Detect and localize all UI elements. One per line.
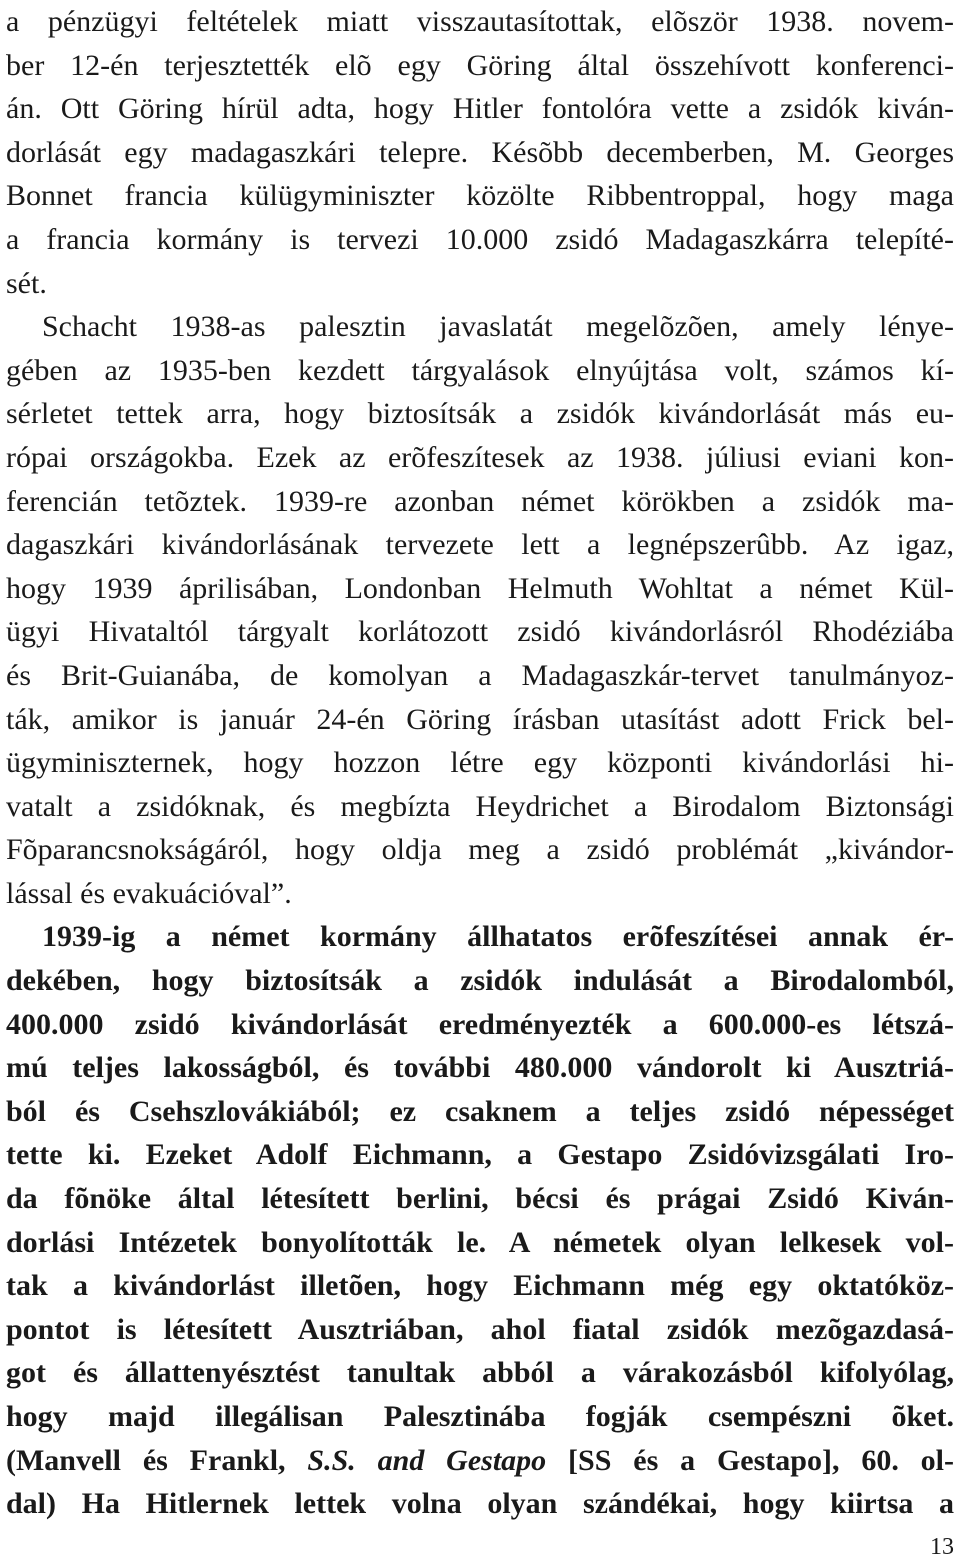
text-line: rópai országokba. Ezek az erõfeszítesek az 1938. júliusi eviani kon-	[6, 440, 954, 474]
text-line: vatalt a zsidóknak, és megbízta Heydrichet a Birodalom Biztonsági	[6, 789, 954, 823]
text-line: ber 12-én terjesztették elõ egy Göring által összehívott konferenci-	[6, 48, 954, 82]
text-line: dagaszkári kivándorlásának tervezete lett a legnépszerûbb. Az igaz,	[6, 528, 954, 562]
text-line: mú teljes lakosságból, és további 480.000 vándorolt ki Ausztriá-	[6, 1051, 954, 1085]
text-line: ferencián tetõztek. 1939-re azonban német körökben a zsidók ma-	[6, 484, 954, 518]
text-line: Fõparancsnokságáról, hogy oldja meg a zsidó problémát „kivándor-	[6, 833, 954, 867]
text-line: lással és evakuációval”.	[6, 876, 292, 910]
text-line: és Brit-Guianába, de komolyan a Madagaszkár-tervet tanulmányoz-	[6, 658, 954, 692]
body-text	[6, 0, 954, 1526]
text-line: ügyminiszternek, hogy hozzon létre egy központi kivándorlási hi-	[6, 746, 954, 780]
text-line: sérletet tettek arra, hogy biztosítsák a zsidók kivándorlását más eu-	[6, 397, 954, 431]
text-line: án. Ott Göring hírül adta, hogy Hitler fontolóra vette a zsidók kiván-	[6, 92, 954, 126]
text-line: Bonnet francia külügyminiszter közölte Ribbentroppal, hogy maga	[6, 179, 954, 213]
citation-details: [SS és a Gestapo], 60. ol-	[546, 1443, 954, 1477]
text-line: da fõnöke által létesített berlini, bécsi és prágai Zsidó Kiván-	[6, 1182, 954, 1216]
text-line: ták, amikor is január 24-én Göring írásban utasítást adott Frick bel-	[6, 702, 954, 736]
text-line: gében az 1935-ben kezdett tárgyalások elnyújtása volt, számos kí-	[6, 353, 954, 387]
text-line: dekében, hogy biztosítsák a zsidók indulását a Birodalomból,	[6, 964, 954, 998]
text-line: tette ki. Ezeket Adolf Eichmann, a Gestapo Zsidóvizsgálati Iro-	[6, 1138, 954, 1172]
text-line: a pénzügyi feltételek miatt visszautasítottak, elõször 1938. novem-	[6, 5, 954, 38]
text-line: sét.	[6, 266, 47, 300]
paragraph-2	[6, 305, 954, 915]
text-line: 400.000 zsidó kivándorlását eredményezték a 600.000-es létszá-	[6, 1007, 954, 1041]
text-line: hogy majd illegálisan Palesztinába fogják csempészni õket.	[6, 1400, 954, 1433]
paragraph-3	[6, 915, 954, 1525]
text-line: Schacht 1938-as palesztin javaslatát megelõzõen, amely lénye-	[42, 310, 954, 344]
text-line: hogy 1939 áprilisában, Londonban Helmuth Wohltat a német Kül-	[6, 571, 954, 605]
text-line: ügyi Hivataltól tárgyalt korlátozott zsidó kivándorlásról Rhodéziába	[6, 615, 954, 649]
text-line: dal) Ha Hitlernek lettek volna olyan szándékai, hogy kiirtsa a	[6, 1487, 954, 1521]
paragraph-1	[6, 0, 954, 305]
citation-book-title: S.S. and Gestapo	[307, 1443, 547, 1477]
text-line: a francia kormány is tervezi 10.000 zsidó Madagaszkárra telepíté-	[6, 222, 954, 256]
text-line: dorlását egy madagaszkári telepre. Késõbb decemberben, M. Georges	[6, 135, 954, 169]
page-number: 13	[930, 1534, 954, 1560]
text-line: pontot is létesített Ausztriában, ahol fiatal zsidók mezõgazdasá-	[6, 1312, 954, 1346]
text-line: ból és Csehszlovákiából; ez csaknem a teljes zsidó népességet	[6, 1094, 954, 1128]
text-line: 1939-ig a német kormány állhatatos erõfeszítései annak ér-	[42, 920, 954, 954]
citation-line	[6, 1439, 954, 1483]
text-line: tak a kivándorlást illetõen, hogy Eichmann még egy oktatóköz-	[6, 1269, 954, 1303]
text-line: dorlási Intézetek bonyolították le. A németek olyan lelkesek vol-	[6, 1225, 954, 1259]
text-line: got és állattenyésztést tanultak abból a várakozásból kifolyólag,	[6, 1356, 954, 1390]
citation-authors: (Manvell és Frankl,	[6, 1443, 308, 1477]
